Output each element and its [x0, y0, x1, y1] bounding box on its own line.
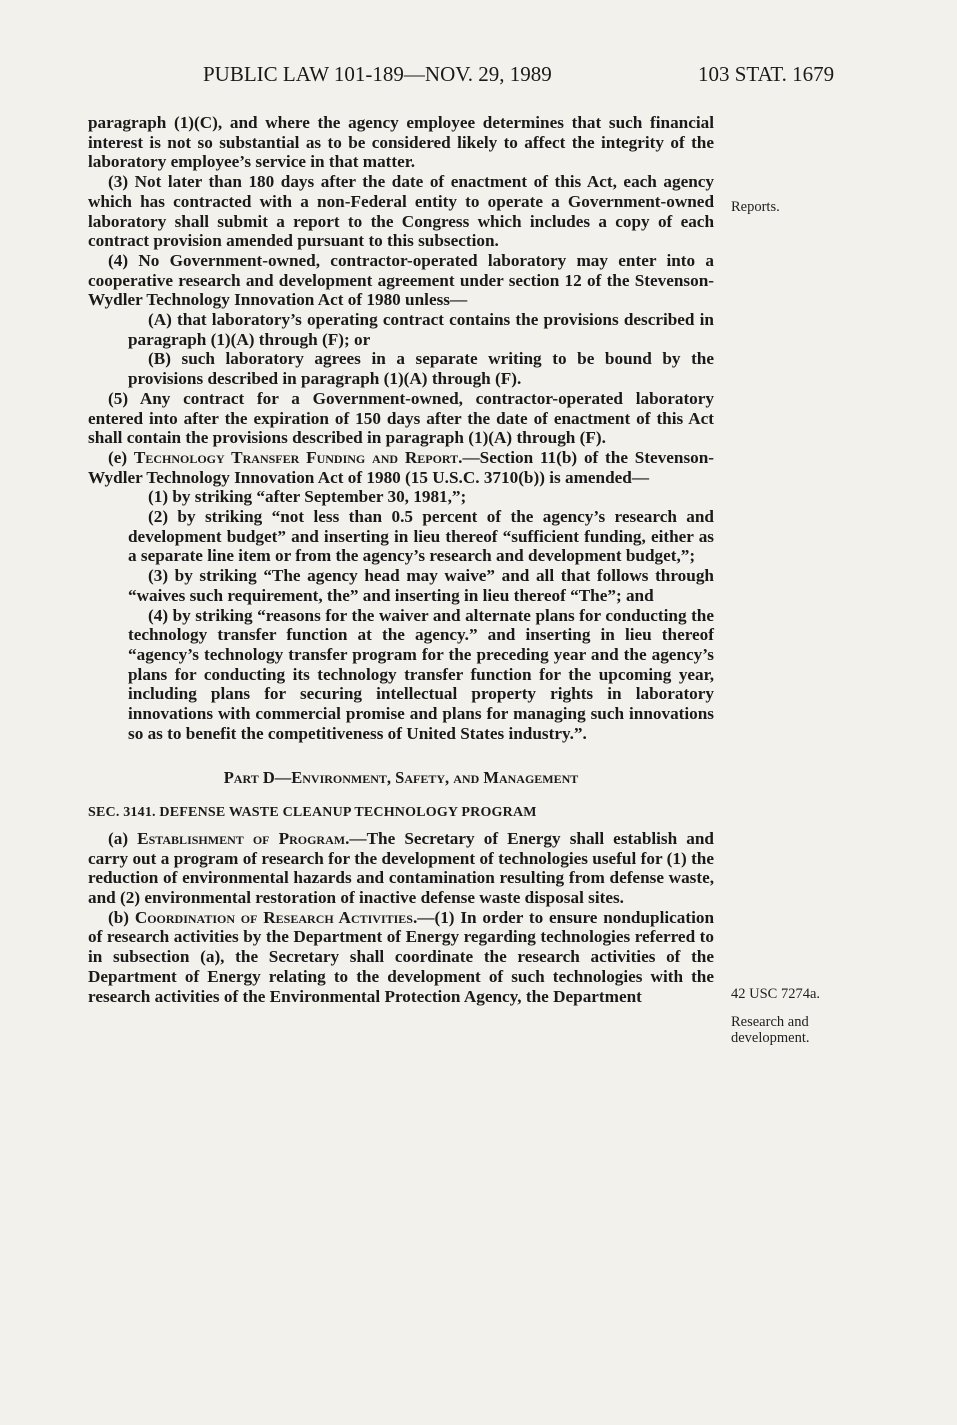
- amendment-4: (4) by striking “reasons for the waiver and alternate plans for conducting the technology transfer function at the agency.” and inserting in lieu thereof “agency’s technology transfer program for the preceding year and the agency’s plans for conducting its technology transfer function for the upcoming year, including plans for securing intellectual property rights in laboratory innovations with commercial promise and plans for managing such innovations so as to benefit the competitiveness of United States industry.”.: [128, 605, 714, 743]
- section-heading: SEC. 3141. DEFENSE WASTE CLEANUP TECHNOLOGY PROGRAM: [88, 805, 537, 821]
- running-title: PUBLIC LAW 101-189—NOV. 29, 1989: [203, 62, 552, 86]
- subsection-b-text: —(1) In order to ensure nonduplication of research activities by the Department of Energy regarding technologies referred to in subsection (a), the Secretary shall coordinate the research activities of the Department of Energy relating to the development of such technologies with the research activities of the Environmental Protection Agency, the Department: [88, 907, 715, 1006]
- margin-note-research: [731, 1014, 810, 1046]
- amendment-2: (2) by striking “not less than 0.5 percent of the agency’s research and development budget” and inserting in lieu thereof “sufficient funding, either as a separate line item or from the agency’s research and development budget,”;: [128, 507, 714, 566]
- subsection-a-heading: Establishment of Program.: [137, 828, 350, 848]
- margin-note-usc: 42 USC 7274a.: [731, 986, 821, 1002]
- subsection-a-text: —The Secretary of Energy shall establish and carry out a program of research for the development of technologies useful for (1) the reduction of environmental hazards and contamination resulting from defense waste, and (2) environmental restoration of inactive defense waste disposal sites.: [88, 828, 714, 908]
- subsection-b-prefix: (b): [108, 907, 135, 927]
- statute-page-number: 103 STAT. 1679: [698, 62, 835, 86]
- subsection-b: [88, 908, 714, 1007]
- paragraph-5: (5) Any contract for a Government-owned, contractor-operated laboratory entered into after the expiration of 150 days after the date of enactment of this Act shall contain the provisions described in paragraph (1)(A) through (F).: [88, 388, 714, 448]
- amendment-1: (1) by striking “after September 30, 1981,”;: [148, 487, 467, 507]
- paragraph-continuation: paragraph (1)(C), and where the agency employee determines that such financial interest is not so substantial as to be considered likely to affect the integrity of the laboratory employee’s service in that matter.: [88, 113, 714, 172]
- margin-note-research-line1: Research and: [731, 1014, 809, 1030]
- margin-note-reports: Reports.: [731, 199, 780, 215]
- subsection-a: [88, 829, 714, 908]
- subsection-b-heading: Coordination of Research Activities.: [134, 907, 418, 927]
- part-heading: Part D—Environment, Safety, and Management: [223, 767, 579, 787]
- subsection-e: [88, 448, 714, 487]
- paragraph-3: (3) Not later than 180 days after the date of enactment of this Act, each agency which has contracted with a non-Federal entity to operate a Government-owned laboratory shall submit a report to the Congress which includes a copy of each contract provision amended pursuant to this subsection.: [88, 172, 714, 251]
- subsection-e-text: —Section 11(b) of the Stevenson-Wydler Technology Innovation Act of 1980 (15 U.S.C. 3710(b)) is amended—: [88, 447, 715, 487]
- amendment-3: (3) by striking “The agency head may waive” and all that follows through “waives such requirement, the” and inserting in lieu thereof “The”; and: [128, 566, 714, 605]
- page-header: [0, 62, 957, 90]
- subparagraph-a: (A) that laboratory’s operating contract contains the provisions described in paragraph (1)(A) through (F); or: [128, 310, 714, 349]
- subsection-e-heading: Technology Transfer Funding and Report.: [133, 447, 463, 467]
- margin-note-research-line2: development.: [731, 1030, 810, 1046]
- subparagraph-b: (B) such laboratory agrees in a separate writing to be bound by the provisions described in paragraph (1)(A) through (F).: [128, 349, 714, 389]
- paragraph-4: (4) No Government-owned, contractor-operated laboratory may enter into a cooperative research and development agreement under section 12 of the Stevenson-Wydler Technology Innovation Act of 1980 unless—: [88, 250, 714, 310]
- document-body: [88, 113, 714, 1006]
- subsection-a-prefix: (a): [108, 828, 138, 848]
- subsection-e-prefix: (e): [108, 447, 134, 467]
